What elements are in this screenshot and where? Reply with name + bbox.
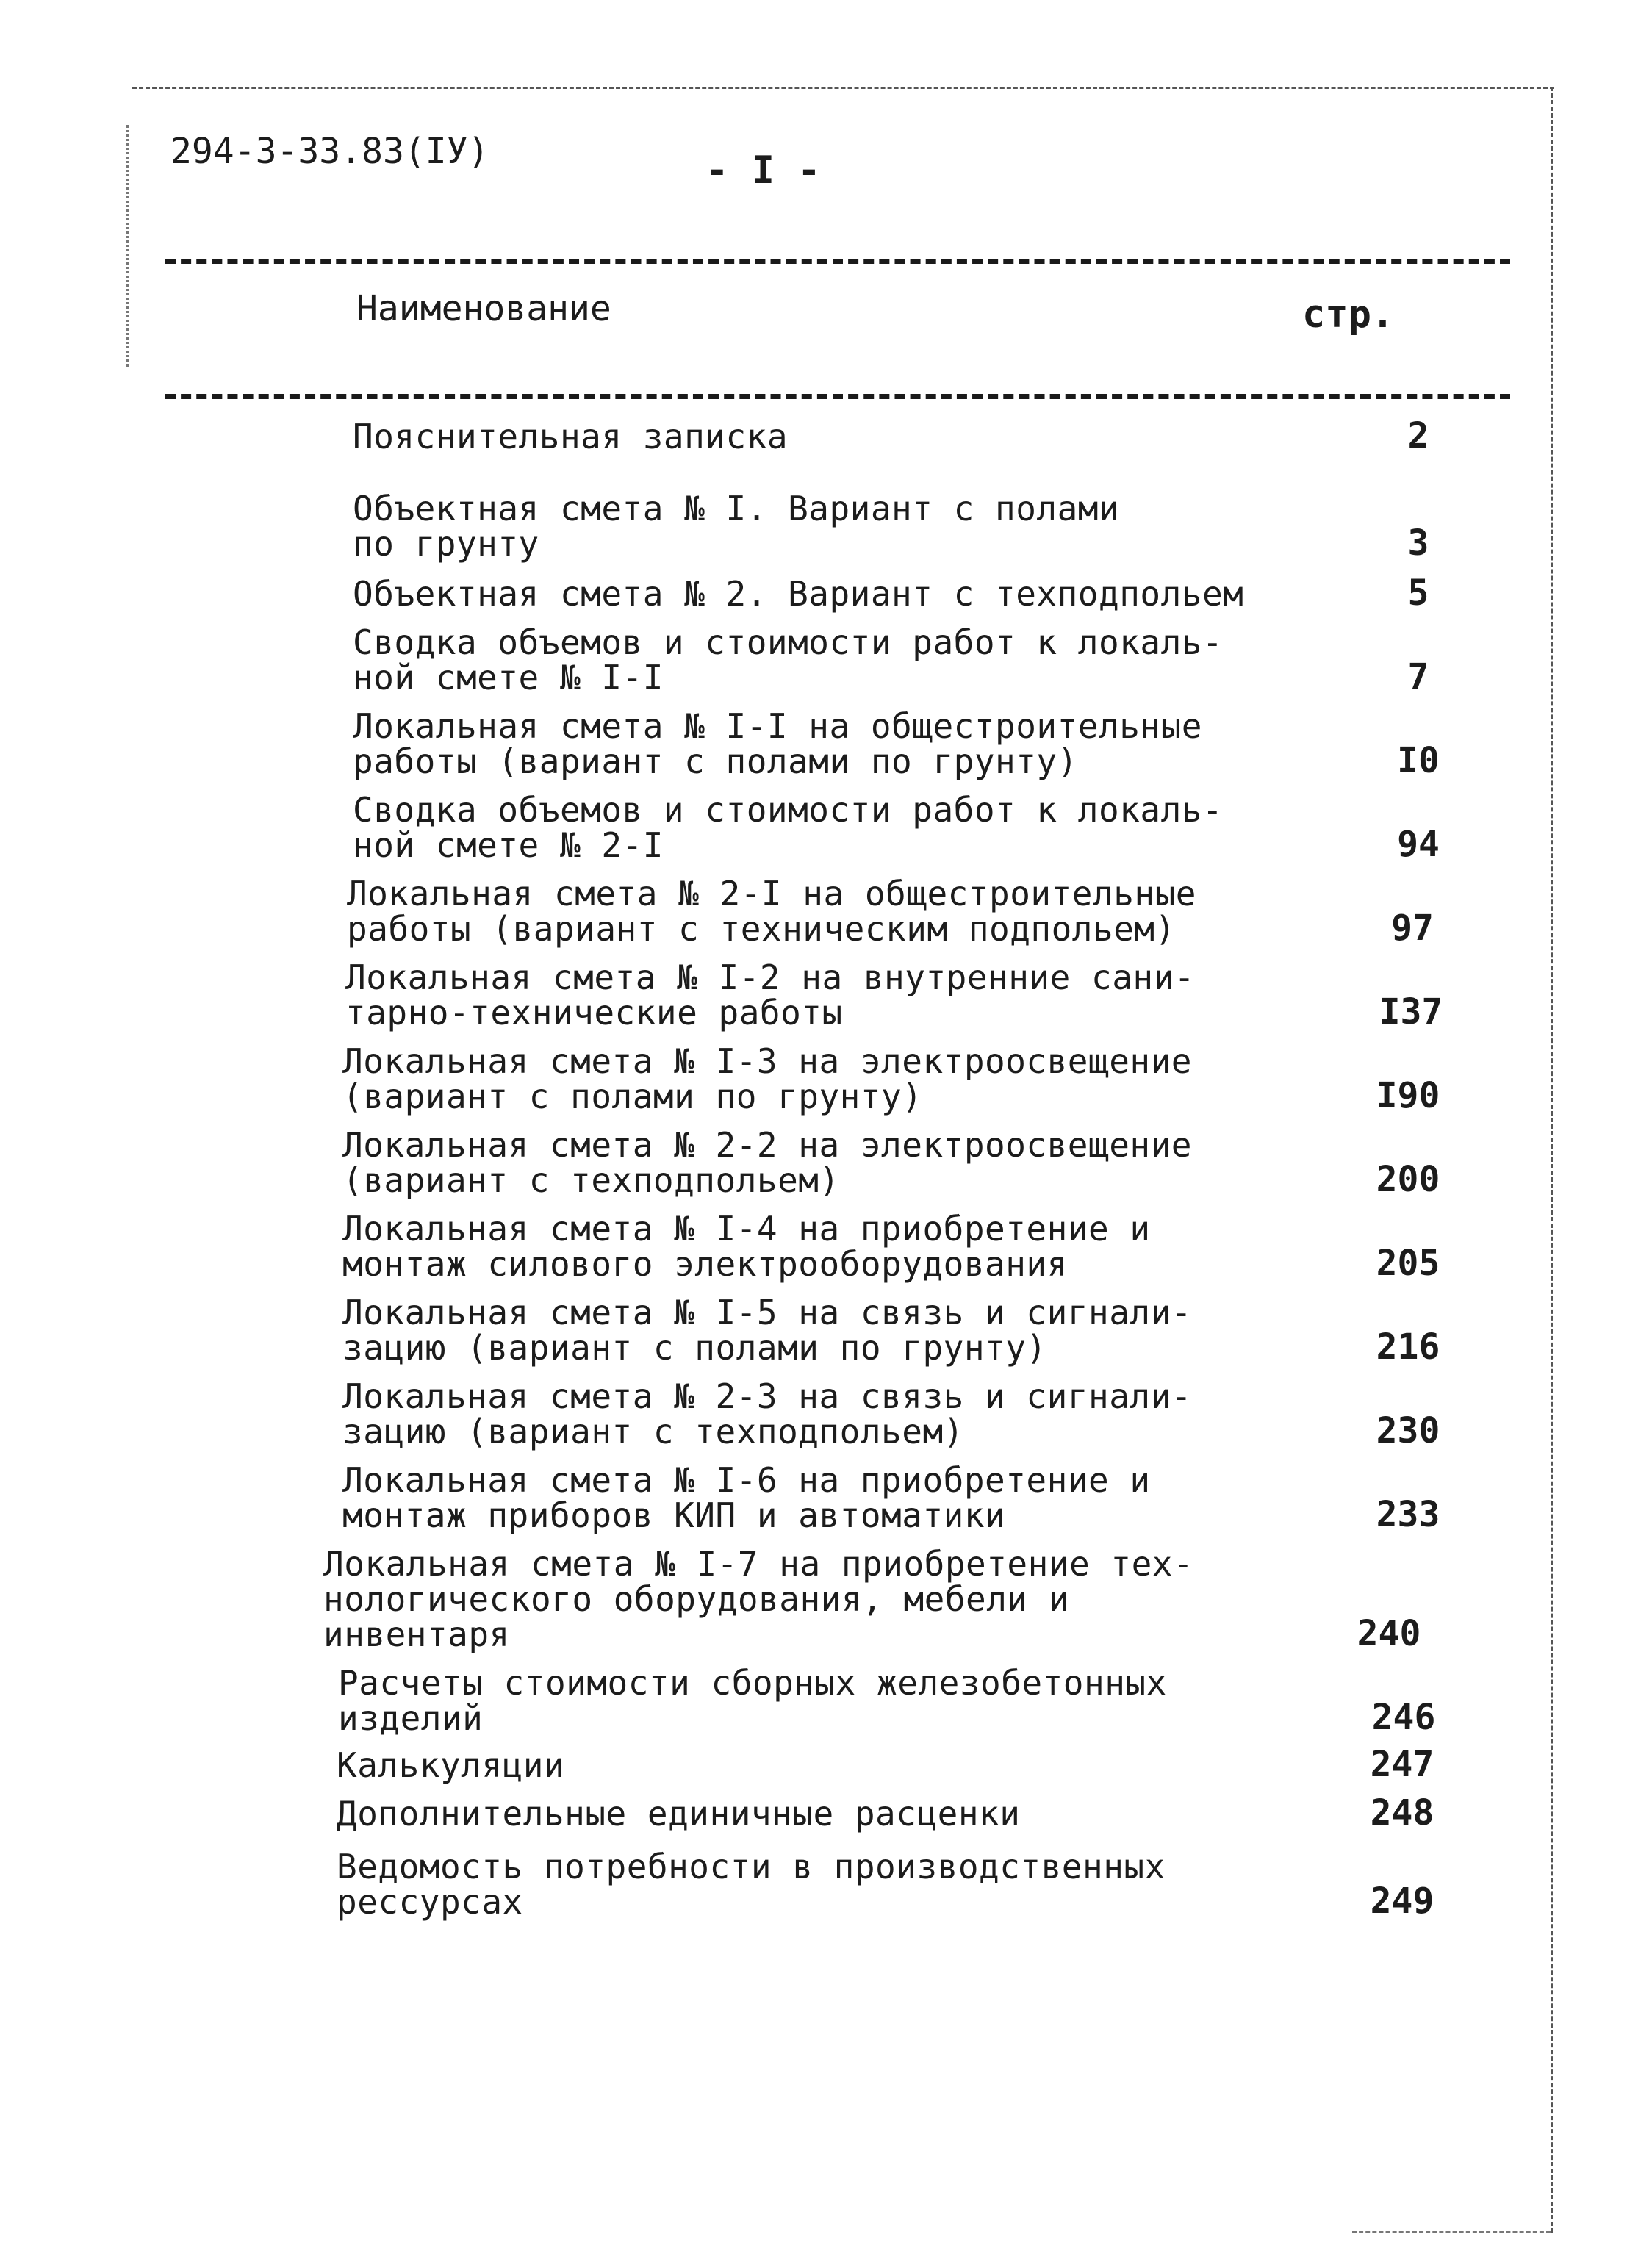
toc-entry-page: 247 <box>1370 1744 1434 1785</box>
toc-entry-title: Объектная смета № I. Вариант с полами по грунту <box>353 489 1120 564</box>
toc-entry-title: Локальная смета № I-I на общестроительные работы (вариант с полами по грунту) <box>353 706 1202 781</box>
toc-entry-title: Локальная смета № I-3 на электроосвещение (вариант с полами по грунту) <box>342 1041 1192 1116</box>
toc-entry <box>323 572 1499 614</box>
toc-entry-page: I0 <box>1397 740 1440 781</box>
document-code: 294-3-33.83(IУ) <box>170 131 489 172</box>
toc-entry-page: 7 <box>1407 656 1429 697</box>
toc-entry <box>323 1041 1499 1116</box>
toc-entry <box>323 792 1499 863</box>
toc-entry <box>323 1211 1499 1282</box>
toc-entry-page: I37 <box>1379 991 1443 1032</box>
toc-entry <box>323 1293 1499 1368</box>
toc-entry <box>323 1376 1499 1451</box>
column-header-page: стр. <box>1302 292 1395 337</box>
header-divider-bottom <box>165 394 1510 399</box>
toc-entry-title: Калькуляции <box>337 1745 565 1785</box>
toc-entry-page: 246 <box>1371 1697 1436 1738</box>
toc-entry-page: 240 <box>1357 1613 1421 1654</box>
toc-entry-page: 233 <box>1376 1494 1440 1535</box>
toc-entry <box>323 708 1499 779</box>
toc-entry <box>323 1127 1499 1198</box>
frame-bottom-border <box>1352 2231 1551 2233</box>
toc-entry-title: Дополнительные единичные расценки <box>337 1794 1021 1834</box>
toc-entry <box>323 1665 1499 1736</box>
toc-entry-page: 249 <box>1370 1881 1434 1922</box>
column-header-name: Наименование <box>356 288 611 329</box>
frame-top-border <box>132 87 1554 89</box>
toc-entry-title: Локальная смета № 2-3 на связь и сигнали- зацию (вариант с техподпольем) <box>342 1376 1192 1451</box>
toc-entry-page: 230 <box>1376 1410 1440 1451</box>
frame-right-border <box>1551 87 1553 2233</box>
toc-entry-title: Сводка объемов и стоимости работ к локаль- ной смете № I-I <box>353 622 1224 697</box>
toc-entry-page: 248 <box>1370 1792 1434 1834</box>
toc-entry-title: Локальная смета № I-5 на связь и сигнали- зацию (вариант с полами по грунту) <box>342 1293 1192 1368</box>
toc-entry-title: Локальная смета № 2-2 на электроосвещение (вариант с техподпольем) <box>342 1125 1192 1200</box>
toc-entry <box>323 1546 1499 1652</box>
toc-entry <box>323 1746 1499 1783</box>
toc-entry-title: Пояснительная записка <box>353 417 789 456</box>
toc-entry-title: Расчеты стоимости сборных железобетонных изделий <box>338 1663 1167 1738</box>
toc-entry-page: 216 <box>1376 1326 1440 1368</box>
toc-entry <box>323 417 1499 454</box>
frame-left-border <box>126 125 129 367</box>
toc-entry-title: Ведомость потребности в производственных рессурсах <box>337 1847 1166 1922</box>
toc-entry-title: Локальная смета № I-4 на приобретение и монтаж силового электрооборудования <box>342 1209 1151 1284</box>
toc-entry-title: Сводка объемов и стоимости работ к локаль- ной смете № 2-I <box>353 790 1224 865</box>
toc-entry-title: Локальная смета № I-7 на приобретение тех- нологического оборудования, мебели и инвентаря <box>323 1544 1194 1654</box>
toc-entry <box>323 622 1499 697</box>
toc-entry-page: I90 <box>1376 1075 1440 1116</box>
toc-entry <box>323 1792 1499 1834</box>
toc-entry-title: Объектная смета № 2. Вариант с техподпольем <box>353 574 1244 614</box>
toc-entry <box>323 876 1499 947</box>
toc-entry-page: 5 <box>1407 572 1429 614</box>
toc-entry-page: 97 <box>1391 908 1434 949</box>
page-number: - I - <box>705 148 821 193</box>
toc-entry-page: 2 <box>1407 415 1429 456</box>
toc-entry <box>323 1847 1499 1922</box>
header-divider-top <box>165 259 1510 264</box>
table-of-contents <box>323 415 1499 1922</box>
toc-entry <box>323 1462 1499 1533</box>
toc-entry-page: 94 <box>1397 824 1440 865</box>
toc-entry-title: Локальная смета № 2-I на общестроительные работы (вариант с техническим подпольем) <box>347 874 1196 949</box>
toc-entry-page: 205 <box>1376 1243 1440 1284</box>
toc-entry-title: Локальная смета № I-6 на приобретение и монтаж приборов КИП и автоматики <box>342 1460 1151 1535</box>
toc-entry-page: 3 <box>1407 522 1429 564</box>
toc-entry-page: 200 <box>1376 1159 1440 1200</box>
toc-entry-title: Локальная смета № I-2 на внутренние сани- тарно-технические работы <box>345 958 1195 1032</box>
toc-entry <box>323 960 1499 1030</box>
toc-entry <box>323 489 1499 564</box>
